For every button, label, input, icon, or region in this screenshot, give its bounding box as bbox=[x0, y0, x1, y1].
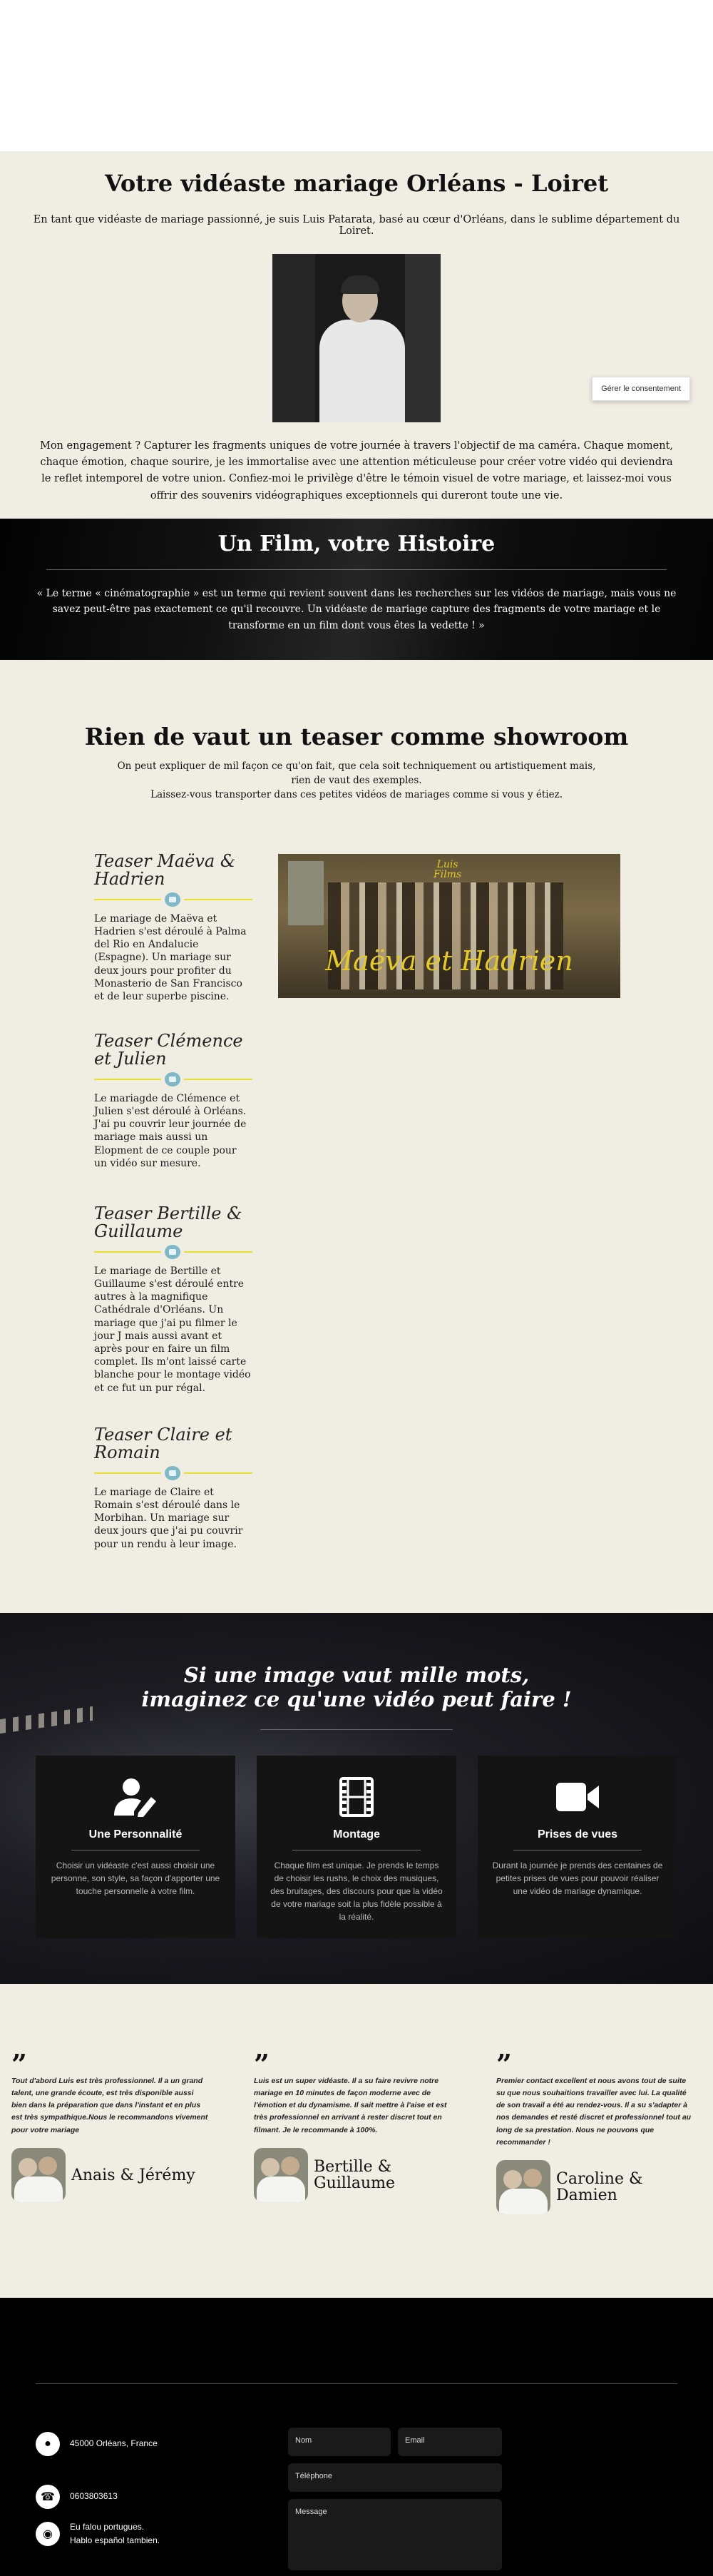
teaser-text: Le mariage de Claire et Romain s'est déroulé dans le Morbihan. Un mariage sur deux jours que j'ai pu couvrir pour un rendu à leur image. bbox=[94, 1486, 243, 1550]
avatar bbox=[254, 2148, 308, 2202]
intro-lead: En tant que vidéaste de mariage passionné, je suis Luis Patarata, basé au cœur d'Orléans, dans le sublime département du Loiret. bbox=[33, 214, 680, 237]
video-camera-icon bbox=[555, 1777, 600, 1817]
testimonials-section bbox=[0, 1984, 713, 2298]
phone-field[interactable]: Téléphone bbox=[288, 2463, 502, 2492]
video-icon bbox=[165, 892, 180, 907]
quote-mark-icon: ” bbox=[496, 2047, 512, 2080]
teaser-item bbox=[94, 852, 252, 1004]
page-title: Votre vidéaste mariage Orléans - Loiret bbox=[105, 170, 608, 197]
phone-icon: ☎ bbox=[36, 2485, 60, 2509]
teaser-item bbox=[94, 1205, 252, 1395]
teaser-divider bbox=[94, 1072, 252, 1086]
showroom-title: Rien de vaut un teaser comme showroom bbox=[84, 722, 629, 750]
teaser-divider bbox=[94, 1245, 252, 1259]
testimonial-author: Bertille & Guillaume bbox=[314, 2157, 396, 2193]
intro-body: Mon engagement ? Capturer les fragments uniques de votre journée à travers l'objectif de ma caméra. Chaque moment, chaque émotion, chaque sourire, je les immortalise avec une attention méticuleuse pour créer votre vidéo qui deviendra le reflet intemporel de votre union. Confiez-moi le privilège d'être le témoin visuel de votre mariage, et laissez-moi vous offrir des souvenirs vidéographiques exceptionnels qui dureront toute une vie. bbox=[39, 440, 674, 502]
film-text: « Le terme « cinématographie » est un terme qui revient souvent dans les recherches sur les vidéos de mariage, mais vous ne savez peut-être pas exactement ce qu'il recouvre. Un vidéaste de mariage capture des fragments de votre mariage et le transforme en un film dont vous êtes la vedette ! » bbox=[36, 587, 677, 631]
teaser-title[interactable]: Teaser Maëva & Hadrien bbox=[94, 850, 236, 889]
footer-languages: ◉ Eu falou portugues. Hablo español tambien. bbox=[36, 2520, 160, 2547]
teaser-divider bbox=[94, 892, 252, 907]
feature-card-personality bbox=[36, 1756, 235, 1938]
film-icon bbox=[334, 1777, 379, 1817]
card-text: Choisir un vidéaste c'est aussi choisir une personne, son style, sa façon d'apporter une touche personnelle à votre film. bbox=[51, 1860, 220, 1896]
testimonial-item bbox=[11, 2047, 211, 2203]
showroom-sub-3: Laissez-vous transporter dans ces petites vidéos de mariages comme si vous y étiez. bbox=[150, 789, 563, 801]
film-divider bbox=[46, 569, 667, 570]
film-banner bbox=[0, 519, 713, 660]
video-icon bbox=[165, 1072, 180, 1086]
teaser-title[interactable]: Teaser Claire et Romain bbox=[94, 1424, 232, 1462]
quote-mark-icon: ” bbox=[11, 2047, 27, 2080]
footer-divider bbox=[36, 2383, 677, 2384]
testimonial-text: Premier contact excellent et nous avons tout de suite su que nous souhaitions travailler avec lui. La qualité de son travail a été au rendez-vous. Il a su s'adapter à nos demandes et resté discret et professionnel tout au long de sa prestation. Nous ne pouvons que recommander ! bbox=[496, 2076, 692, 2147]
message-field[interactable]: Message bbox=[288, 2499, 502, 2570]
teaser-text: Le mariagde de Clémence et Julien s'est déroulé à Orléans. J'ai pu couvrir leur journée de mariage mais aussi un Elopment de ce couple pour un vidéo sur mesure. bbox=[94, 1092, 247, 1169]
teaser-video-player[interactable] bbox=[278, 854, 620, 998]
quote-heading: Si une image vaut mille mots, imaginez ce qu'une vidéo peut faire ! bbox=[141, 1662, 572, 1712]
showroom-sub-1: On peut expliquer de mil façon ce qu'on fait, que cela soit techniquement ou artistiquement mais, bbox=[117, 760, 596, 772]
avatar bbox=[11, 2148, 66, 2202]
teaser-divider bbox=[94, 1466, 252, 1480]
testimonial-text: Tout d'abord Luis est très professionnel. Il a un grand talent, une grande écoute, est très disponible aussi bien dans la préparation que dans l'instant et en plus est très sympathique.Nous le recommandons vivement pour votre mariage bbox=[11, 2076, 208, 2134]
location-pin-icon: ● bbox=[36, 2432, 60, 2456]
feature-card-shots bbox=[478, 1756, 677, 1938]
quote-section bbox=[0, 1613, 713, 1984]
testimonial-text: Luis est un super vidéaste. Il a su faire revivre notre mariage en 10 minutes de façon moderne avec de l'émotion et du dynamisme. Il sait mettre à l'aise et est très professionnel en arrivant à rester discret tout en filmant. Je le recommande à 100%. bbox=[254, 2076, 447, 2134]
footer-address: ● 45000 Orléans, France bbox=[36, 2432, 158, 2456]
teaser-text: Le mariage de Bertille et Guillaume s'est déroulé entre autres à la magnifique Cathédrale d'Orléans. Un mariage que j'ai pu filmer le jour J mais aussi avant et après pour en faire un film complet. Ils m'ont laissé carte blanche pour le montage vidéo et ce fut un pur régal. bbox=[94, 1265, 251, 1394]
showroom-section bbox=[0, 660, 713, 1613]
quote-divider bbox=[260, 1729, 453, 1730]
testimonial-item bbox=[254, 2047, 453, 2203]
video-icon bbox=[165, 1466, 180, 1480]
testimonial-author: Caroline & Damien bbox=[556, 2170, 643, 2205]
avatar bbox=[496, 2160, 550, 2214]
footer bbox=[0, 2298, 713, 2576]
teaser-text: Le mariage de Maëva et Hadrien s'est déroulé à Palma del Rio en Andalucie (Espagne). Un mariage sur deux jours pour profiter du Monasterio de San Francisco et de leur superbe piscine. bbox=[94, 912, 247, 1002]
email-field[interactable]: Email bbox=[398, 2428, 502, 2456]
video-title: Maëva et Hadrien bbox=[325, 945, 573, 977]
intro-section bbox=[0, 151, 713, 519]
showroom-sub-2: rien de vaut des exemples. bbox=[291, 775, 422, 786]
top-blank-area bbox=[0, 0, 713, 151]
video-icon bbox=[165, 1245, 180, 1259]
name-field[interactable]: Nom bbox=[288, 2428, 391, 2456]
testimonial-author: Anais & Jérémy bbox=[71, 2166, 195, 2184]
user-edit-icon bbox=[113, 1777, 158, 1817]
globe-icon: ◉ bbox=[36, 2522, 60, 2546]
teaser-item bbox=[94, 1032, 252, 1171]
feature-card-montage bbox=[257, 1756, 456, 1938]
quote-mark-icon: ” bbox=[254, 2047, 270, 2080]
card-title: Prises de vues bbox=[537, 1828, 618, 1841]
testimonial-item bbox=[496, 2047, 696, 2215]
card-title: Montage bbox=[333, 1828, 380, 1841]
portrait-photo bbox=[272, 254, 441, 422]
teaser-title[interactable]: Teaser Clémence et Julien bbox=[94, 1030, 243, 1069]
card-text: Durant la journée je prends des centaines de petites prises de vues pour pouvoir réaliser une vidéo de mariage dynamique. bbox=[492, 1860, 663, 1896]
manage-consent-button[interactable]: Gérer le consentement bbox=[592, 377, 690, 401]
film-title: Un Film, votre Histoire bbox=[217, 531, 496, 556]
video-logo: Luis Films bbox=[434, 858, 462, 880]
card-title: Une Personnalité bbox=[88, 1828, 183, 1841]
footer-phone[interactable]: ☎ 0603803613 bbox=[36, 2485, 118, 2509]
teaser-title[interactable]: Teaser Bertille & Guillaume bbox=[94, 1203, 242, 1241]
teaser-item bbox=[94, 1426, 252, 1551]
card-text: Chaque film est unique. Je prends le temps de choisir les rushs, le choix des musiques, des bruitages, des discours pour que la vidéo de votre mariage soit la plus fidèle possible à la réalité. bbox=[270, 1860, 443, 1922]
